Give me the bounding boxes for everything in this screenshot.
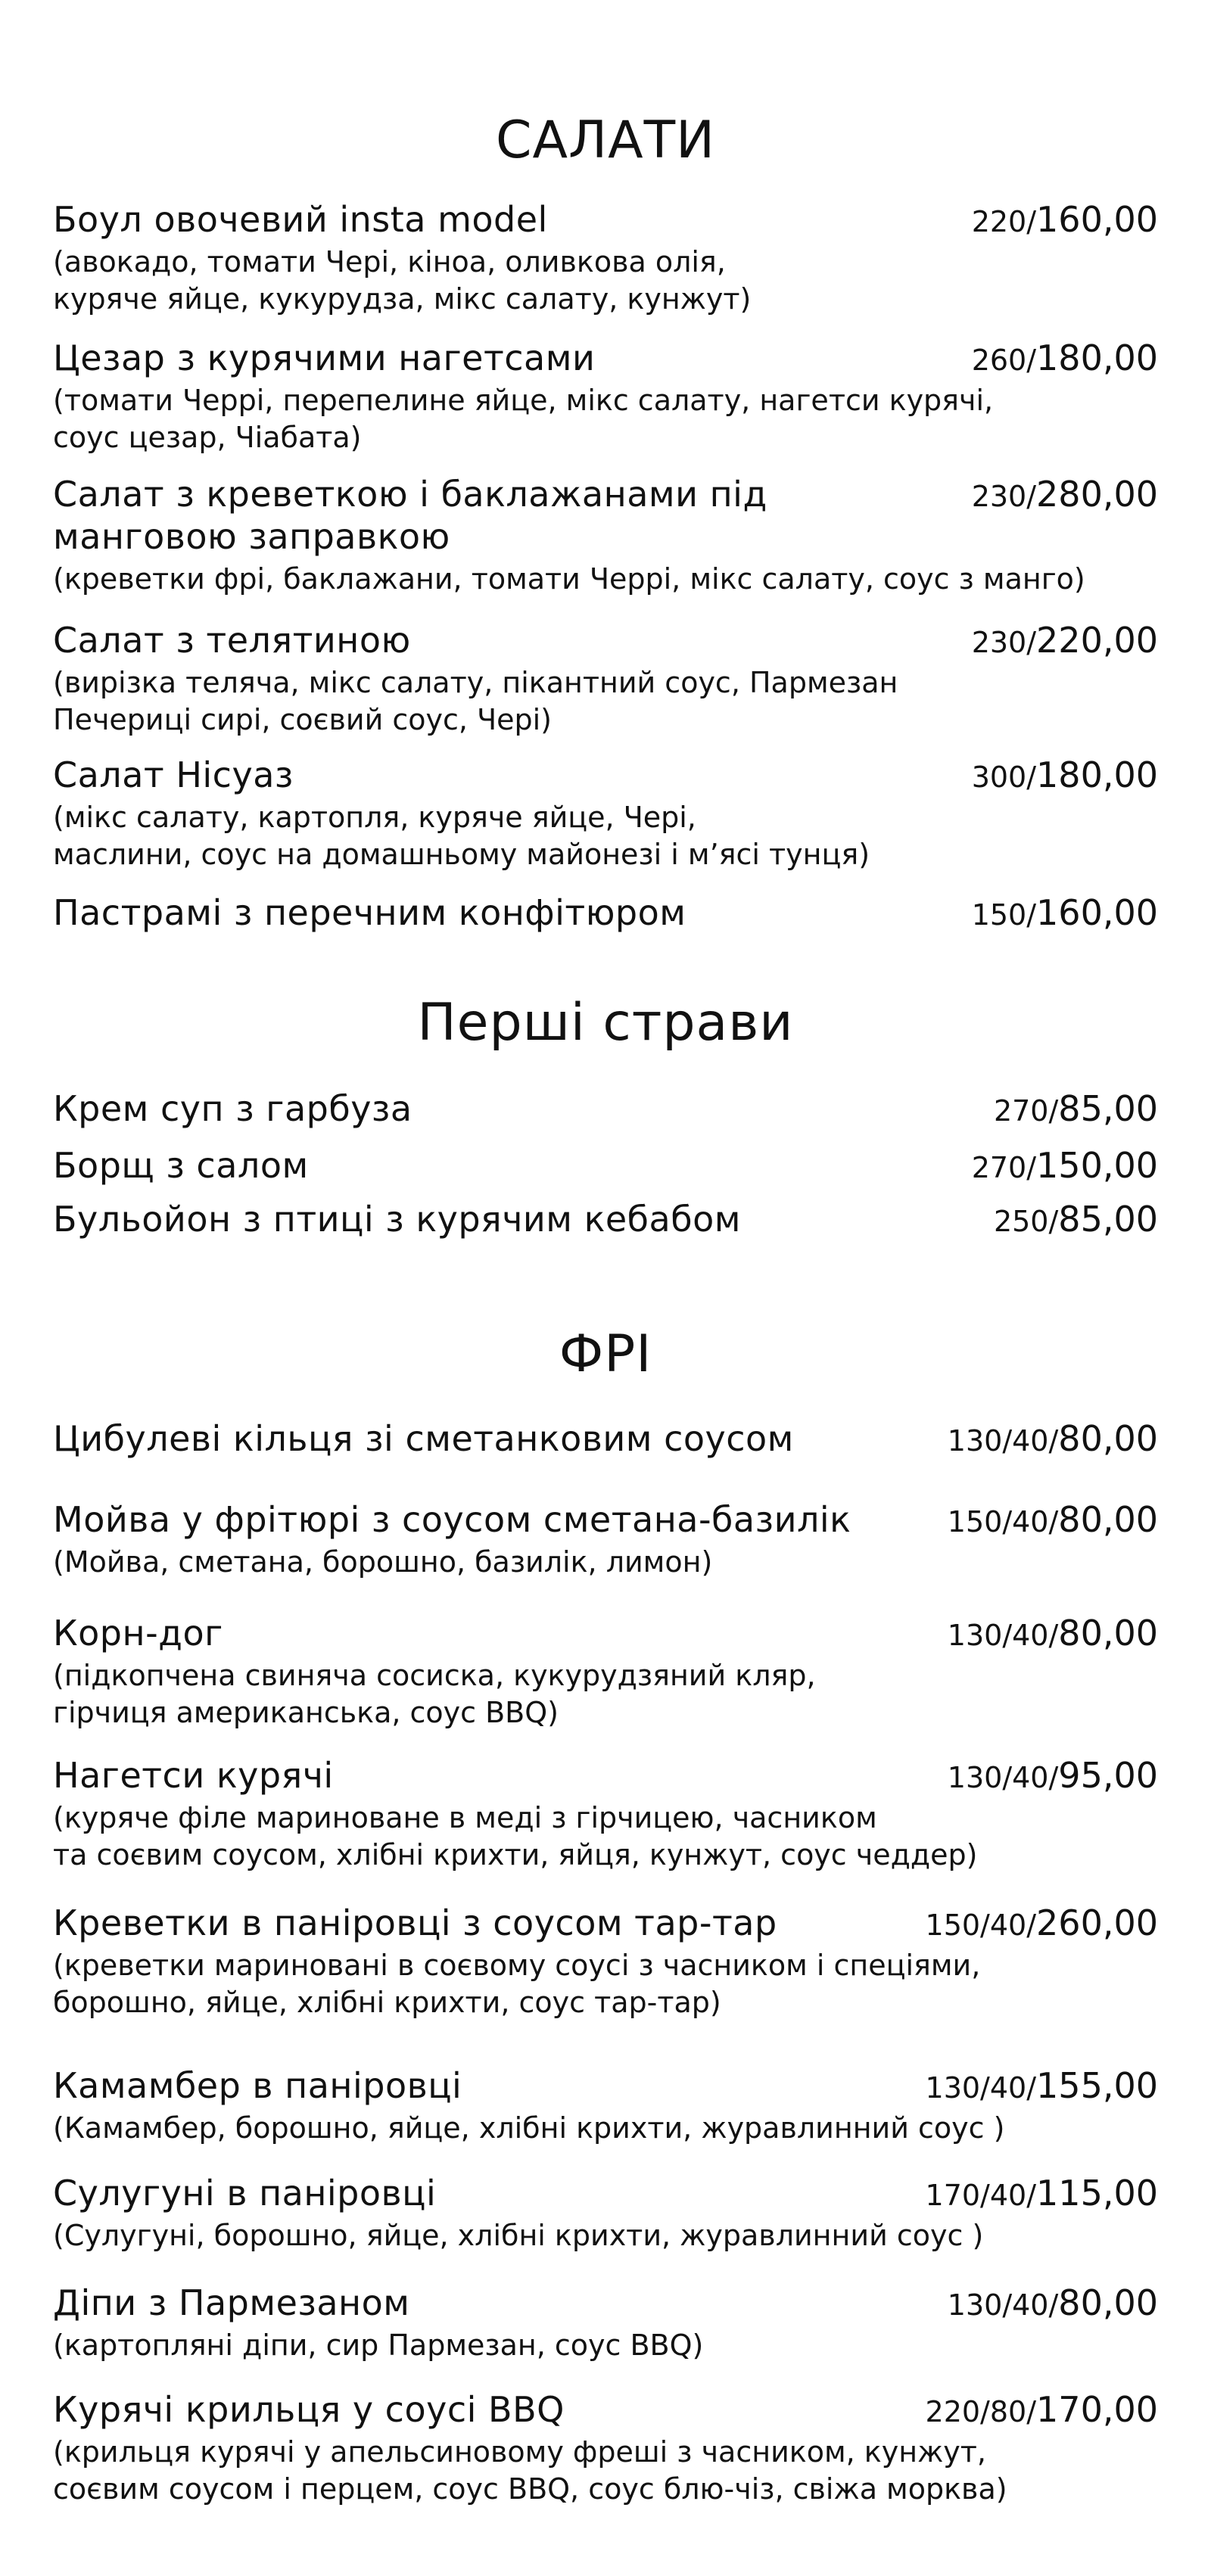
item-name: Діпи з Пармезаном <box>53 2282 410 2323</box>
item-weight: 130/40/ <box>925 2071 1037 2105</box>
item-weight: 220/ <box>971 205 1037 238</box>
item-name: Бульойон з птиці з курячим кебабом <box>53 1199 741 1240</box>
item-price-value: 80,00 <box>1058 1499 1158 1540</box>
item-price-value: 260,00 <box>1036 1902 1158 1943</box>
menu-item <box>53 2388 1158 2508</box>
section-title-fries: ФРІ <box>559 1324 652 1384</box>
item-price-value: 80,00 <box>1058 1418 1158 1459</box>
item-weight: 260/ <box>971 344 1037 377</box>
item-price <box>972 619 1158 664</box>
item-name: Салат з креветкою і баклажанами під манговою заправкою <box>53 474 767 557</box>
item-price <box>948 1417 1158 1462</box>
item-description: (Камамбер, борошно, яйце, хлібні крихти, журавлинний соус ) <box>53 2111 1005 2145</box>
item-price-value: 155,00 <box>1036 2065 1158 2106</box>
menu-item <box>53 1198 1158 1240</box>
item-price <box>994 1198 1158 1243</box>
item-description: (крильця курячі у апельсиновому фреші з часником, кунжут, соєвим соусом і перцем, соус BBQ, соус блю-чіз, свіжа морква) <box>53 2435 1007 2506</box>
item-weight: 130/40/ <box>947 1761 1059 1794</box>
item-name: Салат з телятиною <box>53 620 411 661</box>
item-weight: 270/ <box>971 1151 1037 1184</box>
menu-item <box>53 2282 1158 2364</box>
item-price-value: 85,00 <box>1058 1199 1158 1240</box>
item-description: (мікс салату, картопля, куряче яйце, Чері, маслини, соус на домашньому майонезі і м’ясі тунця) <box>53 801 870 871</box>
item-weight: 150/ <box>971 898 1037 932</box>
item-description: (Сулугуні, борошно, яйце, хлібні крихти, журавлинний соус ) <box>53 2219 984 2252</box>
item-weight: 150/40/ <box>947 1505 1059 1538</box>
item-name: Мойва у фрітюрі з соусом сметана-базилік <box>53 1499 851 1540</box>
menu-item <box>53 1417 1158 1460</box>
item-weight: 150/40/ <box>925 1909 1037 1942</box>
item-name: Крем суп з гарбуза <box>53 1088 412 1129</box>
item-price <box>926 2064 1158 2109</box>
item-description: (підкопчена свиняча сосиска, кукурудзяний кляр, гірчиця американська, соус BBQ) <box>53 1659 816 1729</box>
menu-item <box>53 1754 1158 1874</box>
item-price-value: 115,00 <box>1036 2173 1158 2214</box>
menu-item <box>53 1087 1158 1130</box>
menu-item <box>53 754 1158 873</box>
item-name: Пастрамі з перечним конфітюром <box>53 892 686 933</box>
section-title-first-courses: Перші страви <box>417 993 794 1053</box>
menu-item <box>53 337 1158 456</box>
item-price-value: 80,00 <box>1058 1613 1158 1654</box>
item-price-value: 180,00 <box>1036 754 1158 795</box>
section-title-salads: САЛАТИ <box>495 110 716 170</box>
item-price <box>972 754 1158 798</box>
item-name: Креветки в паніровці з соусом тар-тар <box>53 1902 777 1943</box>
item-price-value: 160,00 <box>1036 892 1158 933</box>
item-weight: 270/ <box>993 1094 1059 1128</box>
item-weight: 220/80/ <box>925 2395 1037 2428</box>
item-description: (вирізка теляча, мікс салату, пікантний соус, Пармезан Печериці сирі, соєвий соус, Чері) <box>53 666 898 736</box>
menu-item <box>53 619 1158 739</box>
item-weight: 230/ <box>971 480 1037 513</box>
item-description: (картопляні діпи, сир Пармезан, соус BBQ) <box>53 2329 704 2362</box>
item-name: Сулугуні в паніровці <box>53 2173 437 2214</box>
item-price <box>972 473 1158 518</box>
item-description: (креветки фрі, баклажани, томати Черрі, мікс салату, соус з манго) <box>53 562 1085 596</box>
item-price-value: 280,00 <box>1036 474 1158 515</box>
item-price <box>972 337 1158 381</box>
item-weight: 170/40/ <box>925 2179 1037 2212</box>
item-price <box>994 1087 1158 1132</box>
item-price-value: 150,00 <box>1036 1145 1158 1186</box>
item-name: Курячі крильця у соусі BBQ <box>53 2389 565 2430</box>
item-weight: 130/40/ <box>947 2288 1059 2322</box>
item-name: Нагетси курячі <box>53 1755 334 1796</box>
item-price-value: 160,00 <box>1036 199 1158 240</box>
item-price-value: 80,00 <box>1058 2282 1158 2323</box>
item-price-value: 85,00 <box>1058 1088 1158 1129</box>
item-description: (авокадо, томати Чері, кіноа, оливкова олія, куряче яйце, кукурудза, мікс салату, кунжут) <box>53 245 752 316</box>
item-price-value: 220,00 <box>1036 620 1158 661</box>
item-description: (креветки мариновані в соєвому соусі з часником і спеціями, борошно, яйце, хлібні крихти, соус тар-тар) <box>53 1949 981 2019</box>
item-price <box>948 1612 1158 1657</box>
item-price <box>926 2388 1158 2433</box>
item-description: (томати Черрі, перепелине яйце, мікс салату, нагетси курячі, соус цезар, Чіабата) <box>53 384 994 454</box>
menu-item <box>53 1902 1158 2021</box>
item-price <box>926 2172 1158 2217</box>
item-name: Цезар з курячими нагетсами <box>53 338 596 378</box>
item-price-value: 95,00 <box>1058 1755 1158 1796</box>
item-name: Цибулеві кільця зі сметанковим соусом <box>53 1418 794 1459</box>
item-price <box>972 891 1158 936</box>
item-weight: 300/ <box>971 761 1037 794</box>
menu-item <box>53 198 1158 318</box>
item-price <box>948 2282 1158 2326</box>
item-weight: 130/40/ <box>947 1424 1059 1458</box>
menu-item <box>53 2064 1158 2147</box>
item-description: (Мойва, сметана, борошно, базилік, лимон) <box>53 1545 713 1579</box>
item-weight: 230/ <box>971 626 1037 659</box>
menu-item <box>53 1144 1158 1187</box>
menu-item <box>53 891 1158 934</box>
menu-item <box>53 1612 1158 1731</box>
item-price <box>972 1144 1158 1189</box>
item-weight: 250/ <box>993 1205 1059 1238</box>
item-price-value: 170,00 <box>1036 2389 1158 2430</box>
item-description: (куряче філе мариноване в меді з гірчицею, часником та соєвим соусом, хлібні крихти, яйця, кунжут, соус чеддер) <box>53 1801 978 1871</box>
item-name: Салат Нісуаз <box>53 754 294 795</box>
menu-item <box>53 2172 1158 2254</box>
item-name: Камамбер в паніровці <box>53 2065 462 2106</box>
item-price <box>926 1902 1158 1946</box>
menu-item <box>53 473 1158 598</box>
menu-item <box>53 1498 1158 1581</box>
item-price <box>948 1754 1158 1799</box>
item-weight: 130/40/ <box>947 1619 1059 1652</box>
item-price <box>972 198 1158 243</box>
item-price <box>948 1498 1158 1543</box>
item-price-value: 180,00 <box>1036 338 1158 378</box>
item-name: Боул овочевий insta model <box>53 199 548 240</box>
item-name: Корн-дог <box>53 1613 223 1654</box>
item-name: Борщ з салом <box>53 1145 309 1186</box>
